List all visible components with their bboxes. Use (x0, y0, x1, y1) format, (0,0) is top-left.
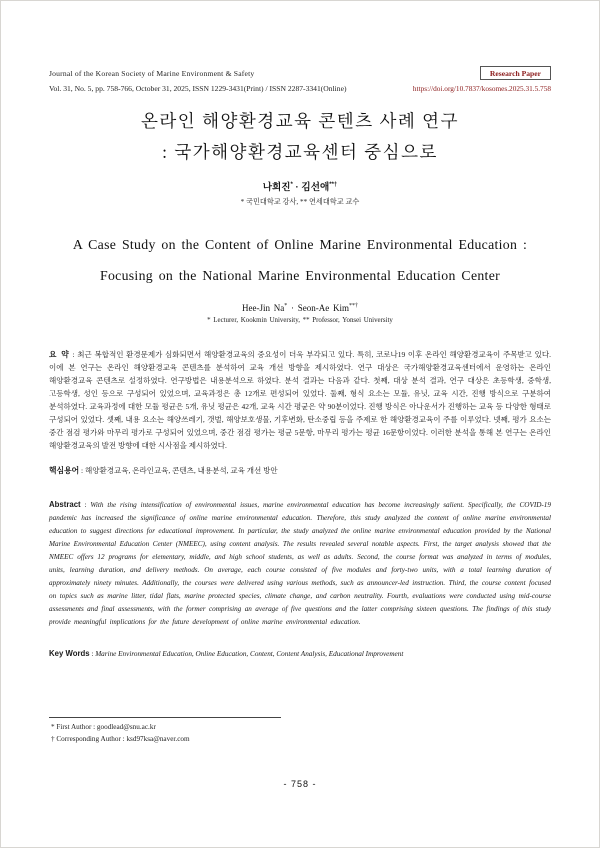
keywords-korean-text: 해양환경교육, 온라인교육, 콘텐츠, 내용분석, 교육 개선 방안 (84, 466, 278, 475)
footnote-divider (49, 717, 281, 718)
abstract-korean-text: 최근 복합적인 환경문제가 심화되면서 해양환경교육의 중요성이 더욱 부각되고 있다. 특히, 코로나19 이후 온라인 해양환경교육이 주목받고 있다. 이에 본 연구는 온라인 해양환경교육 콘텐츠를 분석하여 교육 개선 방향을 제시하였다. 연구 대상은 국가해양환경교육센터에서 운영하는 온라인 해양환경교육 콘텐츠로 설정하였다. 연구방법은 내용분석으로 하였다. 분석 결과는 다음과 같다. 첫째, 대상 분석 결과, 연구 대상은 초등학생, 중학생, 고등학생, 성인 등으로 구성되어 있었으며, 교육과정은 총 12개로 편성되어 있었다. 둘째, 형식 요소는 모듈, 유닛, 교육 시간, 진행 방식으로 구분하여 분석하였다. 교육과정에 대한 모듈 평균은 5개, 유닛 평균은 42개, 교육 시간 평균은 약 90분이었다. 진행 방식은 아나운서가 진행하는 교육 등 다양한 형태로 구성되어 있었다. 셋째, 내용 요소는 해양쓰레기, 갯벌, 해양보호생물, 기후변화, 탄소중립 등을 주제로 한 해양환경교육이 주를 이루었다. 넷째, 평가 요소는 중간 점검 평가와 마무리 평가로 구성되어 있었으며, 중간 점검 평가는 평균 5문항, 마무리 평가는 평균 16문항이었다. 이러한 분석을 통해 본 연구는 온라인 해양환경교육의 발전 방향에 대한 시사점을 제시하였다. (49, 350, 551, 450)
author-ko-2-mark: **† (329, 181, 338, 188)
author-en-1-mark: * (284, 302, 288, 309)
title-korean-line2: : 국가해양환경교육센터 중심으로 (162, 141, 438, 162)
abstract-english-text: With the rising intensification of environmental issues, marine environmental education has become increasingly salient. Specifically, the COVID-19 pandemic has increased the significance of online marine environmental education. Therefore, this study analyzed the content of online marine environmental education to suggest directions for educational improvement. In particular, the study analyzed the online marine environmental education provided by the National Marine Environmental Education Center (NMEEC), using content analysis. The results revealed several notable aspects. First, the target analysis showed that the NMEEC offers 12 programs for elementary, middle, and high school students, as well as adults. Second, the course format was analyzed in terms of modules, units, learning duration, and delivery methods. On average, each course consisted of five modules and forty-two units, with a total learning duration of approximately ninety minutes. Additionally, the courses were delivered using various methods, such as announcer-led instruction. Third, the course content focused on topics such as marine litter, tidal flats, marine protected species, climate change, and carbon neutrality. Fourth, evaluations were conducted using mid-course assessments and final assessments, with the former comprising an average of five questions and the latter comprising sixteen questions. The findings of this study provide meaningful implications for the future development of online marine environmental education. (49, 501, 551, 626)
title-korean (49, 106, 551, 168)
title-korean-line1: 온라인 해양환경교육 콘텐츠 사례 연구 (141, 110, 459, 131)
keywords-korean-colon: : (79, 466, 85, 475)
research-paper-badge: Research Paper (480, 66, 551, 80)
title-english (49, 229, 551, 291)
footnote-first-author: * First Author : goodlead@snu.ac.kr (51, 723, 156, 731)
author-en-2: Seon-Ae Kim (297, 302, 349, 313)
abstract-korean-label: 요 약 (49, 350, 70, 359)
abstract-english-colon: : (80, 501, 91, 509)
author-separator: · (292, 181, 302, 193)
issue-line: Vol. 31, No. 5, pp. 758-766, October 31, 2025, ISSN 1229-3431(Print) / ISSN 2287-3341(Online) (49, 83, 347, 93)
footnote-area (49, 717, 553, 745)
keywords-english-label: Key Words (49, 649, 90, 658)
doi-link[interactable]: https://doi.org/10.7837/kosomes.2025.31.5.758 (412, 83, 551, 93)
author-en-2-mark: **† (348, 302, 358, 309)
title-english-line1: A Case Study on the Content of Online Marine Environmental Education : (72, 236, 528, 252)
header-row-2 (49, 84, 551, 93)
affiliation-english: * Lecturer, Kookmin University, ** Professor, Yonsei University (207, 317, 393, 324)
journal-name: Journal of the Korean Society of Marine Environment & Safety (49, 69, 255, 78)
author-ko-1: 나희진 (262, 181, 291, 193)
page-number: - 758 - (283, 779, 317, 789)
title-english-line2: Focusing on the National Marine Environmental Education Center (99, 267, 501, 283)
header-row-1 (49, 69, 551, 80)
author-ko-2: 김선애 (301, 181, 330, 193)
author-ko-1-mark: * (290, 181, 293, 188)
keywords-korean-label: 핵심용어 (49, 466, 80, 475)
author-separator-en: · (287, 302, 298, 313)
abstract-korean-colon: : (69, 350, 78, 359)
abstract-english (49, 498, 551, 629)
keywords-english-text: Marine Environmental Education, Online Education, Content, Content Analysis, Educational Improvement (95, 650, 404, 658)
author-en-1: Hee-Jin Na (242, 302, 285, 313)
keywords-korean (49, 465, 551, 476)
keywords-english-colon: : (89, 650, 96, 658)
abstract-korean (49, 348, 551, 452)
abstract-english-label: Abstract (49, 500, 81, 509)
authors-korean (49, 179, 551, 193)
footnote-corresponding-author: † Corresponding Author : ksd97ksa@naver.com (51, 734, 190, 743)
affiliation-korean: * 국민대학교 강사, ** 연세대학교 교수 (240, 197, 360, 206)
keywords-english (49, 649, 551, 658)
authors-english (49, 303, 551, 313)
